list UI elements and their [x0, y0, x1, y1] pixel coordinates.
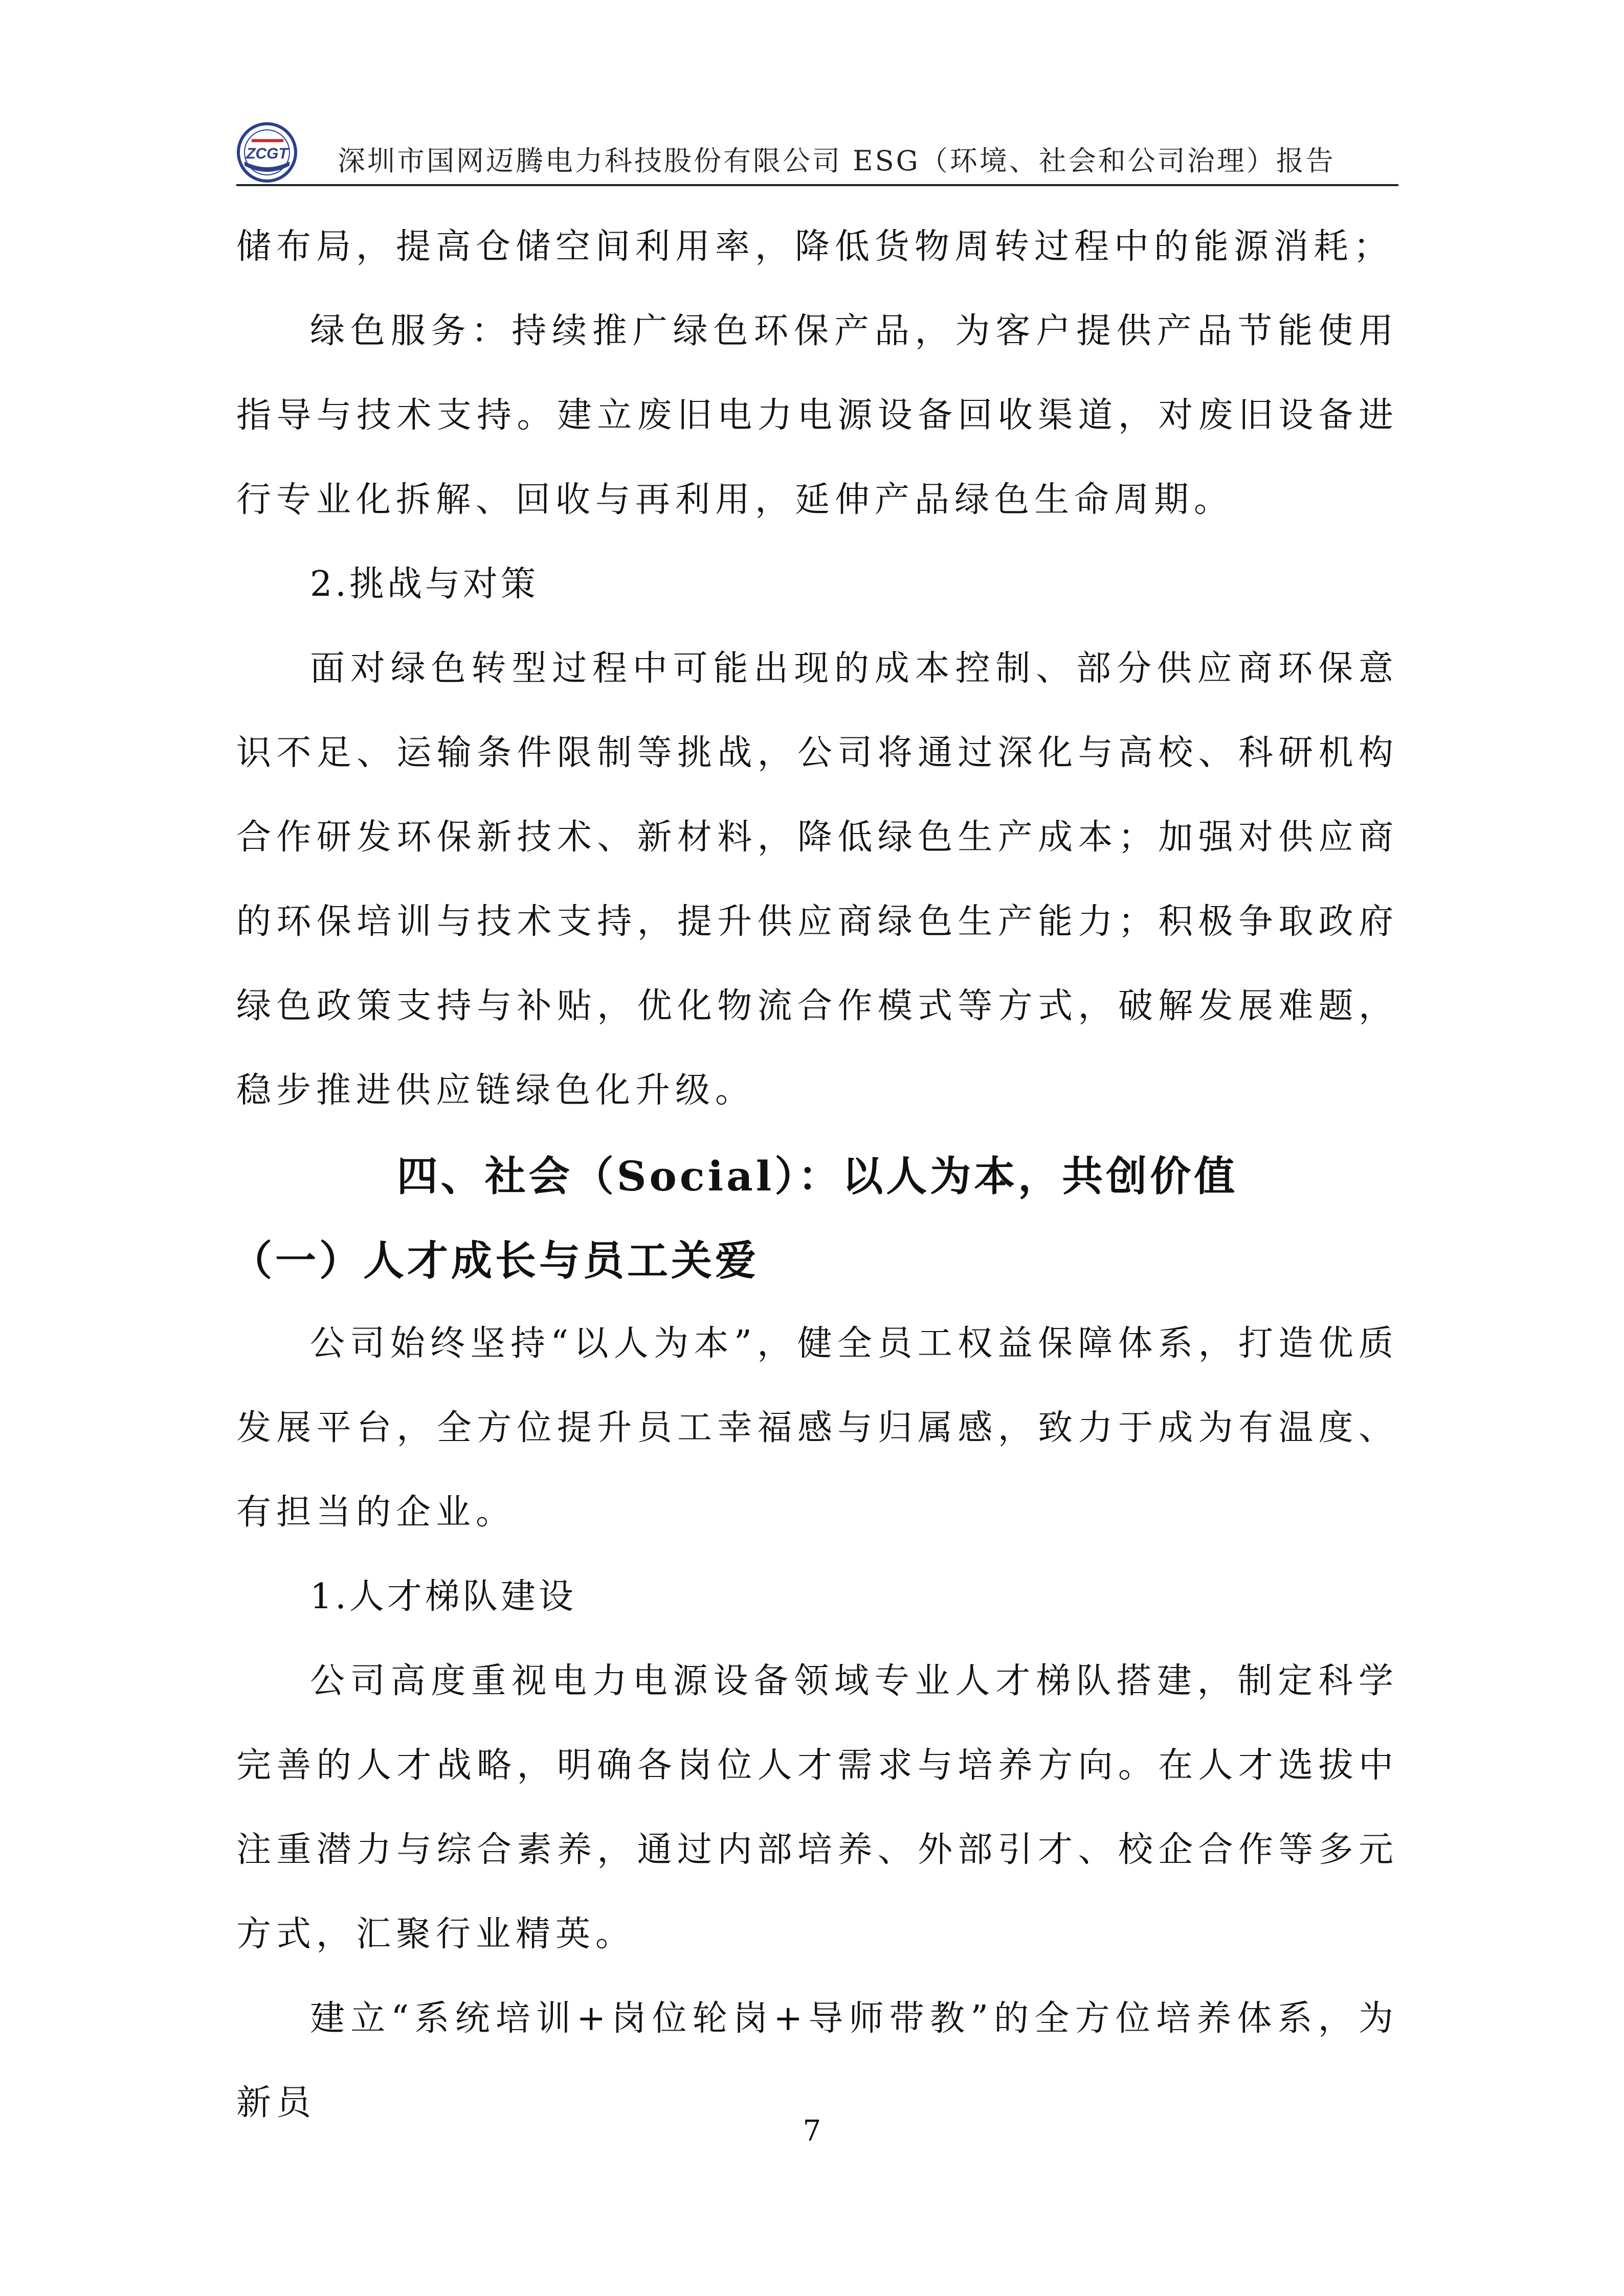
page-header [236, 107, 1398, 184]
paragraph-talent-strategy: 公司高度重视电力电源设备领域专业人才梯队搭建，制定科学完善的人才战略，明确各岗位人才需求与培养方向。在人才选拔中注重潜力与综合素养，通过内部培养、外部引才、校企合作等多元方式，汇聚行业精英。 [236, 1661, 1398, 1954]
paragraph-green-service: 绿色服务：持续推广绿色环保产品，为客户提供产品节能使用指导与技术支持。建立废旧电力电源设备回收渠道，对废旧设备进行专业化拆解、回收与再利用，延伸产品绿色生命周期。 [236, 311, 1398, 520]
header-divider [236, 184, 1398, 186]
paragraph-training-system: 建立“系统培训+岗位轮岗+导师带教”的全方位培养体系，为新员 [236, 1998, 1398, 2123]
logo-text: ZCGT [246, 145, 288, 162]
header-title: 深圳市国网迈腾电力科技股份有限公司 ESG（环境、社会和公司治理）报告 [338, 145, 1336, 177]
subsection-title-talent: （一）人才成长与员工关爱 [231, 1236, 759, 1285]
paragraph-people-first: 公司始终坚持“以人为本”，健全员工权益保障体系，打造优质发展平台，全方位提升员工幸福感与归属感，致力于成为有温度、有担当的企业。 [236, 1323, 1398, 1533]
heading-talent-pipeline: 1.人才梯队建设 [310, 1577, 576, 1617]
paragraph-challenges: 面对绿色转型过程中可能出现的成本控制、部分供应商环保意识不足、运输条件限制等挑战，公司将通过深化与高校、科研机构合作研发环保新技术、新材料，降低绿色生产成本；加强对供应商的环保培训与技术支持，提升供应商绿色生产能力；积极争取政府绿色政策支持与补贴，优化物流合作模式等方式，破解发展难题，稳步推进供应链绿色化升级。 [236, 648, 1398, 1111]
paragraph-storage-layout: 储布局，提高仓储空间利用率，降低货物周转过程中的能源消耗； [236, 227, 1394, 267]
heading-challenges: 2.挑战与对策 [310, 564, 539, 604]
page-number: 7 [803, 2114, 821, 2148]
document-body [231, 205, 1398, 2145]
section-title-social: 四、社会（Social）：以人为本，共创价值 [396, 1152, 1238, 1200]
company-logo-icon [236, 122, 298, 183]
